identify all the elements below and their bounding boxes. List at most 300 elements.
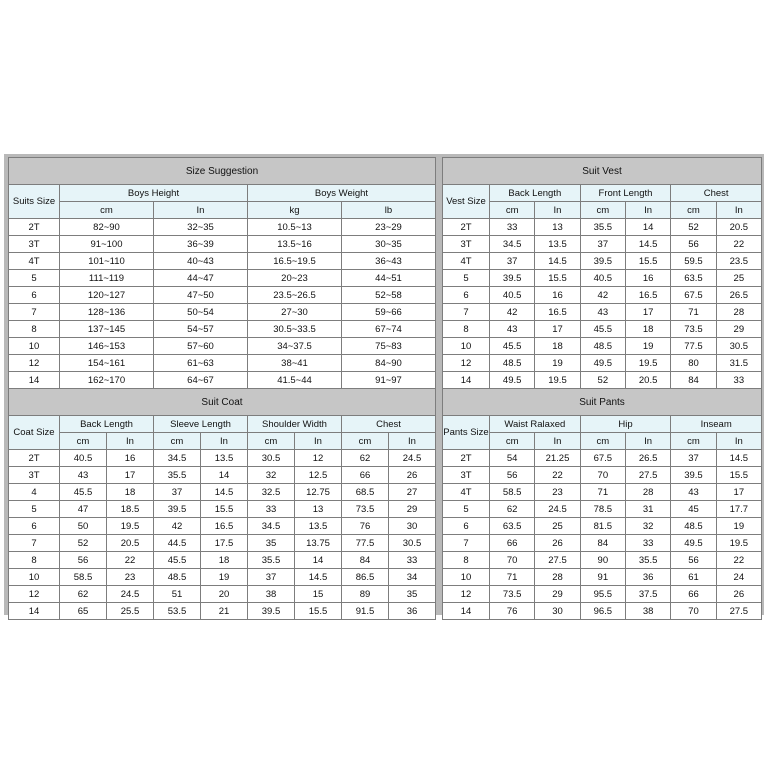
back-length-header: Back Length xyxy=(60,416,154,433)
measurement-cell: 86.5 xyxy=(342,569,389,586)
measurement-cell: 39.5 xyxy=(671,467,716,484)
measurement-cell: 91.5 xyxy=(342,603,389,620)
unit-header-cell: kg xyxy=(248,202,342,219)
measurement-cell: 54~57 xyxy=(154,321,248,338)
suit-coat-title: Suit Coat xyxy=(9,389,436,416)
size-label-cell: 14 xyxy=(443,372,490,389)
measurement-cell: 50 xyxy=(60,518,107,535)
measurement-cell: 39.5 xyxy=(580,253,625,270)
measurement-cell: 23 xyxy=(535,484,580,501)
measurement-cell: 20.5 xyxy=(107,535,154,552)
size-label-cell: 6 xyxy=(443,518,490,535)
measurement-cell: 54 xyxy=(490,450,535,467)
measurement-cell: 71 xyxy=(580,484,625,501)
measurement-cell: 76 xyxy=(490,603,535,620)
table-row xyxy=(443,236,762,253)
measurement-cell: 66 xyxy=(342,467,389,484)
measurement-cell: 61 xyxy=(671,569,716,586)
measurement-cell: 37 xyxy=(671,450,716,467)
table-row xyxy=(443,321,762,338)
measurement-cell: 162~170 xyxy=(60,372,154,389)
size-suggestion-body xyxy=(9,219,436,389)
measurement-cell: 28 xyxy=(625,484,670,501)
measurement-cell: 84~90 xyxy=(342,355,436,372)
measurement-cell: 14 xyxy=(295,552,342,569)
table-row xyxy=(9,450,436,467)
measurement-cell: 40.5 xyxy=(580,270,625,287)
measurement-cell: 50~54 xyxy=(154,304,248,321)
measurement-cell: 32 xyxy=(625,518,670,535)
size-label-cell: 8 xyxy=(9,321,60,338)
measurement-cell: 13 xyxy=(535,219,580,236)
measurement-cell: 146~153 xyxy=(60,338,154,355)
measurement-cell: 84 xyxy=(580,535,625,552)
measurement-cell: 59.5 xyxy=(671,253,716,270)
size-label-cell: 2T xyxy=(443,450,490,467)
measurement-cell: 17.5 xyxy=(201,535,248,552)
measurement-cell: 24.5 xyxy=(389,450,436,467)
measurement-cell: 22 xyxy=(716,236,761,253)
measurement-cell: 49.5 xyxy=(580,355,625,372)
measurement-cell: 67~74 xyxy=(342,321,436,338)
size-label-cell: 5 xyxy=(443,501,490,518)
measurement-cell: 30.5~33.5 xyxy=(248,321,342,338)
measurement-cell: 33 xyxy=(389,552,436,569)
suit-vest-table xyxy=(442,157,762,389)
measurement-cell: 13.5 xyxy=(535,236,580,253)
measurement-cell: 13.5~16 xyxy=(248,236,342,253)
measurement-cell: 19.5 xyxy=(107,518,154,535)
measurement-cell: 82~90 xyxy=(60,219,154,236)
measurement-cell: 24.5 xyxy=(535,501,580,518)
table-row xyxy=(9,569,436,586)
unit-header-cell: cm xyxy=(490,202,535,219)
measurement-cell: 20.5 xyxy=(625,372,670,389)
measurement-cell: 111~119 xyxy=(60,270,154,287)
measurement-cell: 32.5 xyxy=(248,484,295,501)
size-label-cell: 12 xyxy=(9,355,60,372)
table-row xyxy=(443,253,762,270)
measurement-cell: 25 xyxy=(535,518,580,535)
measurement-cell: 35 xyxy=(248,535,295,552)
table-row xyxy=(443,304,762,321)
table-row xyxy=(9,501,436,518)
table-row xyxy=(443,355,762,372)
measurement-cell: 25 xyxy=(716,270,761,287)
measurement-cell: 33 xyxy=(490,219,535,236)
measurement-cell: 30.5 xyxy=(716,338,761,355)
measurement-cell: 10.5~13 xyxy=(248,219,342,236)
table-row xyxy=(443,484,762,501)
measurement-cell: 16 xyxy=(535,287,580,304)
measurement-cell: 14 xyxy=(201,467,248,484)
measurement-cell: 18 xyxy=(107,484,154,501)
size-label-cell: 7 xyxy=(443,535,490,552)
table-row xyxy=(443,603,762,620)
measurement-cell: 49.5 xyxy=(671,535,716,552)
measurement-cell: 44~51 xyxy=(342,270,436,287)
measurement-cell: 68.5 xyxy=(342,484,389,501)
unit-header-row xyxy=(443,433,762,450)
unit-header-cell: cm xyxy=(248,433,295,450)
unit-header-cell: cm xyxy=(580,433,625,450)
table-row xyxy=(443,552,762,569)
measurement-cell: 77.5 xyxy=(342,535,389,552)
table-title-row xyxy=(9,158,436,185)
unit-header-cell: lb xyxy=(342,202,436,219)
pants-size-header: Pants Size xyxy=(443,416,490,450)
vest-size-header: Vest Size xyxy=(443,185,490,219)
measurement-cell: 14.5 xyxy=(295,569,342,586)
measurement-cell: 43 xyxy=(60,467,107,484)
measurement-cell: 32 xyxy=(248,467,295,484)
table-row xyxy=(9,338,436,355)
unit-header-cell: In xyxy=(389,433,436,450)
measurement-cell: 15.5 xyxy=(201,501,248,518)
measurement-cell: 71 xyxy=(490,569,535,586)
measurement-cell: 37 xyxy=(154,484,201,501)
unit-header-cell: In xyxy=(535,202,580,219)
size-suggestion-title: Size Suggestion xyxy=(9,158,436,185)
measurement-cell: 36~43 xyxy=(342,253,436,270)
measurement-cell: 48.5 xyxy=(490,355,535,372)
table-row xyxy=(9,586,436,603)
measurement-cell: 58.5 xyxy=(60,569,107,586)
measurement-cell: 14.5 xyxy=(716,450,761,467)
measurement-cell: 49.5 xyxy=(490,372,535,389)
measurement-cell: 57~60 xyxy=(154,338,248,355)
measurement-cell: 26 xyxy=(535,535,580,552)
measurement-cell: 23~29 xyxy=(342,219,436,236)
table-row xyxy=(443,467,762,484)
table-row xyxy=(9,287,436,304)
measurement-cell: 59~66 xyxy=(342,304,436,321)
measurement-cell: 73.5 xyxy=(490,586,535,603)
measurement-cell: 16.5~19.5 xyxy=(248,253,342,270)
measurement-cell: 36~39 xyxy=(154,236,248,253)
suit-pants-title: Suit Pants xyxy=(443,389,762,416)
suit-vest-title: Suit Vest xyxy=(443,158,762,185)
measurement-cell: 30.5 xyxy=(248,450,295,467)
measurement-cell: 45.5 xyxy=(580,321,625,338)
measurement-cell: 41.5~44 xyxy=(248,372,342,389)
measurement-cell: 14.5 xyxy=(201,484,248,501)
measurement-cell: 14.5 xyxy=(535,253,580,270)
measurement-cell: 120~127 xyxy=(60,287,154,304)
measurement-cell: 35.5 xyxy=(154,467,201,484)
measurement-cell: 56 xyxy=(60,552,107,569)
measurement-cell: 58.5 xyxy=(490,484,535,501)
size-label-cell: 8 xyxy=(443,321,490,338)
table-row xyxy=(443,450,762,467)
measurement-cell: 17 xyxy=(107,467,154,484)
measurement-cell: 23.5~26.5 xyxy=(248,287,342,304)
size-label-cell: 10 xyxy=(9,569,60,586)
size-label-cell: 8 xyxy=(9,552,60,569)
measurement-cell: 47~50 xyxy=(154,287,248,304)
shoulder-width-header: Shoulder Width xyxy=(248,416,342,433)
measurement-cell: 20 xyxy=(201,586,248,603)
size-label-cell: 6 xyxy=(9,287,60,304)
measurement-cell: 27.5 xyxy=(716,603,761,620)
measurement-cell: 17 xyxy=(625,304,670,321)
table-row xyxy=(443,501,762,518)
table-row xyxy=(9,270,436,287)
measurement-cell: 30 xyxy=(389,518,436,535)
size-label-cell: 10 xyxy=(443,338,490,355)
unit-header-cell: In xyxy=(201,433,248,450)
table-row xyxy=(443,535,762,552)
measurement-cell: 31.5 xyxy=(716,355,761,372)
table-row xyxy=(9,219,436,236)
measurement-cell: 75~83 xyxy=(342,338,436,355)
measurement-cell: 63.5 xyxy=(490,518,535,535)
suit-pants-table xyxy=(442,388,762,620)
measurement-cell: 89 xyxy=(342,586,389,603)
size-label-cell: 10 xyxy=(9,338,60,355)
measurement-cell: 16 xyxy=(625,270,670,287)
measurement-cell: 66 xyxy=(490,535,535,552)
size-label-cell: 12 xyxy=(443,586,490,603)
size-label-cell: 4T xyxy=(443,253,490,270)
measurement-cell: 19 xyxy=(625,338,670,355)
measurement-cell: 20.5 xyxy=(716,219,761,236)
measurement-cell: 13 xyxy=(295,501,342,518)
measurement-cell: 17 xyxy=(535,321,580,338)
measurement-cell: 35 xyxy=(389,586,436,603)
table-row xyxy=(443,270,762,287)
measurement-cell: 84 xyxy=(671,372,716,389)
measurement-cell: 34~37.5 xyxy=(248,338,342,355)
suit-vest-panel xyxy=(442,157,762,387)
unit-header-cell: In xyxy=(716,202,761,219)
table-row xyxy=(443,569,762,586)
measurement-cell: 12.75 xyxy=(295,484,342,501)
table-row xyxy=(9,603,436,620)
suit-coat-panel xyxy=(8,388,436,617)
measurement-cell: 22 xyxy=(535,467,580,484)
measurement-cell: 80 xyxy=(671,355,716,372)
measurement-cell: 53.5 xyxy=(154,603,201,620)
suit-coat-body xyxy=(9,450,436,620)
table-row xyxy=(9,372,436,389)
measurement-cell: 22 xyxy=(107,552,154,569)
measurement-cell: 13.5 xyxy=(295,518,342,535)
unit-header-cell: cm xyxy=(60,433,107,450)
table-title-row xyxy=(443,389,762,416)
measurement-cell: 39.5 xyxy=(248,603,295,620)
measurement-cell: 32~35 xyxy=(154,219,248,236)
measurement-cell: 45 xyxy=(671,501,716,518)
unit-header-cell: cm xyxy=(671,202,716,219)
measurement-cell: 13.75 xyxy=(295,535,342,552)
unit-header-cell: cm xyxy=(154,433,201,450)
measurement-cell: 43 xyxy=(671,484,716,501)
measurement-cell: 28 xyxy=(716,304,761,321)
front-length-header: Front Length xyxy=(580,185,671,202)
measurement-cell: 43 xyxy=(580,304,625,321)
size-label-cell: 3T xyxy=(443,467,490,484)
measurement-cell: 64~67 xyxy=(154,372,248,389)
measurement-cell: 31 xyxy=(625,501,670,518)
boys-weight-header: Boys Weight xyxy=(248,185,436,202)
measurement-cell: 39.5 xyxy=(154,501,201,518)
unit-header-cell: In xyxy=(154,202,248,219)
measurement-cell: 48.5 xyxy=(154,569,201,586)
boys-height-header: Boys Height xyxy=(60,185,248,202)
measurement-cell: 34.5 xyxy=(490,236,535,253)
unit-header-cell: In xyxy=(295,433,342,450)
back-length-header: Back Length xyxy=(490,185,581,202)
measurement-cell: 65 xyxy=(60,603,107,620)
unit-header-cell: In xyxy=(107,433,154,450)
measurement-cell: 70 xyxy=(671,603,716,620)
measurement-cell: 30~35 xyxy=(342,236,436,253)
measurement-cell: 19.5 xyxy=(625,355,670,372)
measurement-cell: 44.5 xyxy=(154,535,201,552)
measurement-cell: 70 xyxy=(490,552,535,569)
measurement-cell: 63.5 xyxy=(671,270,716,287)
unit-header-row xyxy=(443,202,762,219)
size-label-cell: 14 xyxy=(443,603,490,620)
measurement-cell: 15.5 xyxy=(535,270,580,287)
measurement-cell: 84 xyxy=(342,552,389,569)
measurement-cell: 12.5 xyxy=(295,467,342,484)
unit-header-cell: cm xyxy=(342,433,389,450)
measurement-cell: 19.5 xyxy=(535,372,580,389)
unit-header-cell: cm xyxy=(60,202,154,219)
measurement-cell: 36 xyxy=(389,603,436,620)
size-label-cell: 6 xyxy=(9,518,60,535)
unit-header-cell: cm xyxy=(490,433,535,450)
group-header-row xyxy=(9,185,436,202)
suit-coat-table xyxy=(8,388,436,620)
measurement-cell: 19 xyxy=(535,355,580,372)
table-row xyxy=(443,586,762,603)
measurement-cell: 14 xyxy=(625,219,670,236)
measurement-cell: 52 xyxy=(60,535,107,552)
measurement-cell: 29 xyxy=(535,586,580,603)
measurement-cell: 52~58 xyxy=(342,287,436,304)
measurement-cell: 52 xyxy=(580,372,625,389)
measurement-cell: 16.5 xyxy=(201,518,248,535)
measurement-cell: 19.5 xyxy=(716,535,761,552)
size-label-cell: 3T xyxy=(9,467,60,484)
measurement-cell: 42 xyxy=(490,304,535,321)
measurement-cell: 44~47 xyxy=(154,270,248,287)
suit-pants-body xyxy=(443,450,762,620)
measurement-cell: 12 xyxy=(295,450,342,467)
measurement-cell: 35.5 xyxy=(580,219,625,236)
measurement-cell: 40.5 xyxy=(60,450,107,467)
table-row xyxy=(443,372,762,389)
measurement-cell: 35.5 xyxy=(625,552,670,569)
table-row xyxy=(9,535,436,552)
measurement-cell: 73.5 xyxy=(342,501,389,518)
measurement-cell: 13.5 xyxy=(201,450,248,467)
measurement-cell: 16.5 xyxy=(625,287,670,304)
size-label-cell: 10 xyxy=(443,569,490,586)
measurement-cell: 23 xyxy=(107,569,154,586)
measurement-cell: 39.5 xyxy=(490,270,535,287)
measurement-cell: 90 xyxy=(580,552,625,569)
unit-header-cell: cm xyxy=(580,202,625,219)
size-label-cell: 12 xyxy=(443,355,490,372)
size-label-cell: 2T xyxy=(9,450,60,467)
measurement-cell: 20~23 xyxy=(248,270,342,287)
measurement-cell: 62 xyxy=(490,501,535,518)
measurement-cell: 29 xyxy=(389,501,436,518)
size-label-cell: 4T xyxy=(443,484,490,501)
measurement-cell: 18 xyxy=(201,552,248,569)
measurement-cell: 29 xyxy=(716,321,761,338)
measurement-cell: 37 xyxy=(248,569,295,586)
measurement-cell: 15.5 xyxy=(625,253,670,270)
measurement-cell: 27.5 xyxy=(535,552,580,569)
measurement-cell: 67.5 xyxy=(671,287,716,304)
measurement-cell: 35.5 xyxy=(248,552,295,569)
measurement-cell: 26.5 xyxy=(716,287,761,304)
measurement-cell: 33 xyxy=(625,535,670,552)
measurement-cell: 19 xyxy=(716,518,761,535)
measurement-cell: 18 xyxy=(535,338,580,355)
measurement-cell: 67.5 xyxy=(580,450,625,467)
measurement-cell: 78.5 xyxy=(580,501,625,518)
unit-header-cell: In xyxy=(625,433,670,450)
measurement-cell: 30.5 xyxy=(389,535,436,552)
table-row xyxy=(9,236,436,253)
measurement-cell: 21 xyxy=(201,603,248,620)
size-label-cell: 5 xyxy=(9,270,60,287)
measurement-cell: 43 xyxy=(490,321,535,338)
measurement-cell: 37.5 xyxy=(625,586,670,603)
measurement-cell: 27 xyxy=(389,484,436,501)
measurement-cell: 26 xyxy=(389,467,436,484)
size-label-cell: 2T xyxy=(9,219,60,236)
measurement-cell: 34 xyxy=(389,569,436,586)
measurement-cell: 48.5 xyxy=(671,518,716,535)
table-row xyxy=(9,355,436,372)
measurement-cell: 73.5 xyxy=(671,321,716,338)
measurement-cell: 47 xyxy=(60,501,107,518)
measurement-cell: 61~63 xyxy=(154,355,248,372)
size-label-cell: 14 xyxy=(9,603,60,620)
table-row xyxy=(9,304,436,321)
group-header-row xyxy=(443,185,762,202)
size-label-cell: 3T xyxy=(9,236,60,253)
measurement-cell: 91~100 xyxy=(60,236,154,253)
size-label-cell: 12 xyxy=(9,586,60,603)
measurement-cell: 27~30 xyxy=(248,304,342,321)
measurement-cell: 45.5 xyxy=(60,484,107,501)
measurement-cell: 17.7 xyxy=(716,501,761,518)
unit-header-cell: In xyxy=(625,202,670,219)
table-row xyxy=(9,467,436,484)
measurement-cell: 25.5 xyxy=(107,603,154,620)
measurement-cell: 38~41 xyxy=(248,355,342,372)
size-label-cell: 5 xyxy=(9,501,60,518)
size-label-cell: 8 xyxy=(443,552,490,569)
measurement-cell: 16 xyxy=(107,450,154,467)
measurement-cell: 128~136 xyxy=(60,304,154,321)
measurement-cell: 37 xyxy=(580,236,625,253)
measurement-cell: 18 xyxy=(625,321,670,338)
measurement-cell: 34.5 xyxy=(154,450,201,467)
measurement-cell: 45.5 xyxy=(490,338,535,355)
measurement-cell: 34.5 xyxy=(248,518,295,535)
measurement-cell: 51 xyxy=(154,586,201,603)
table-title-row xyxy=(443,158,762,185)
